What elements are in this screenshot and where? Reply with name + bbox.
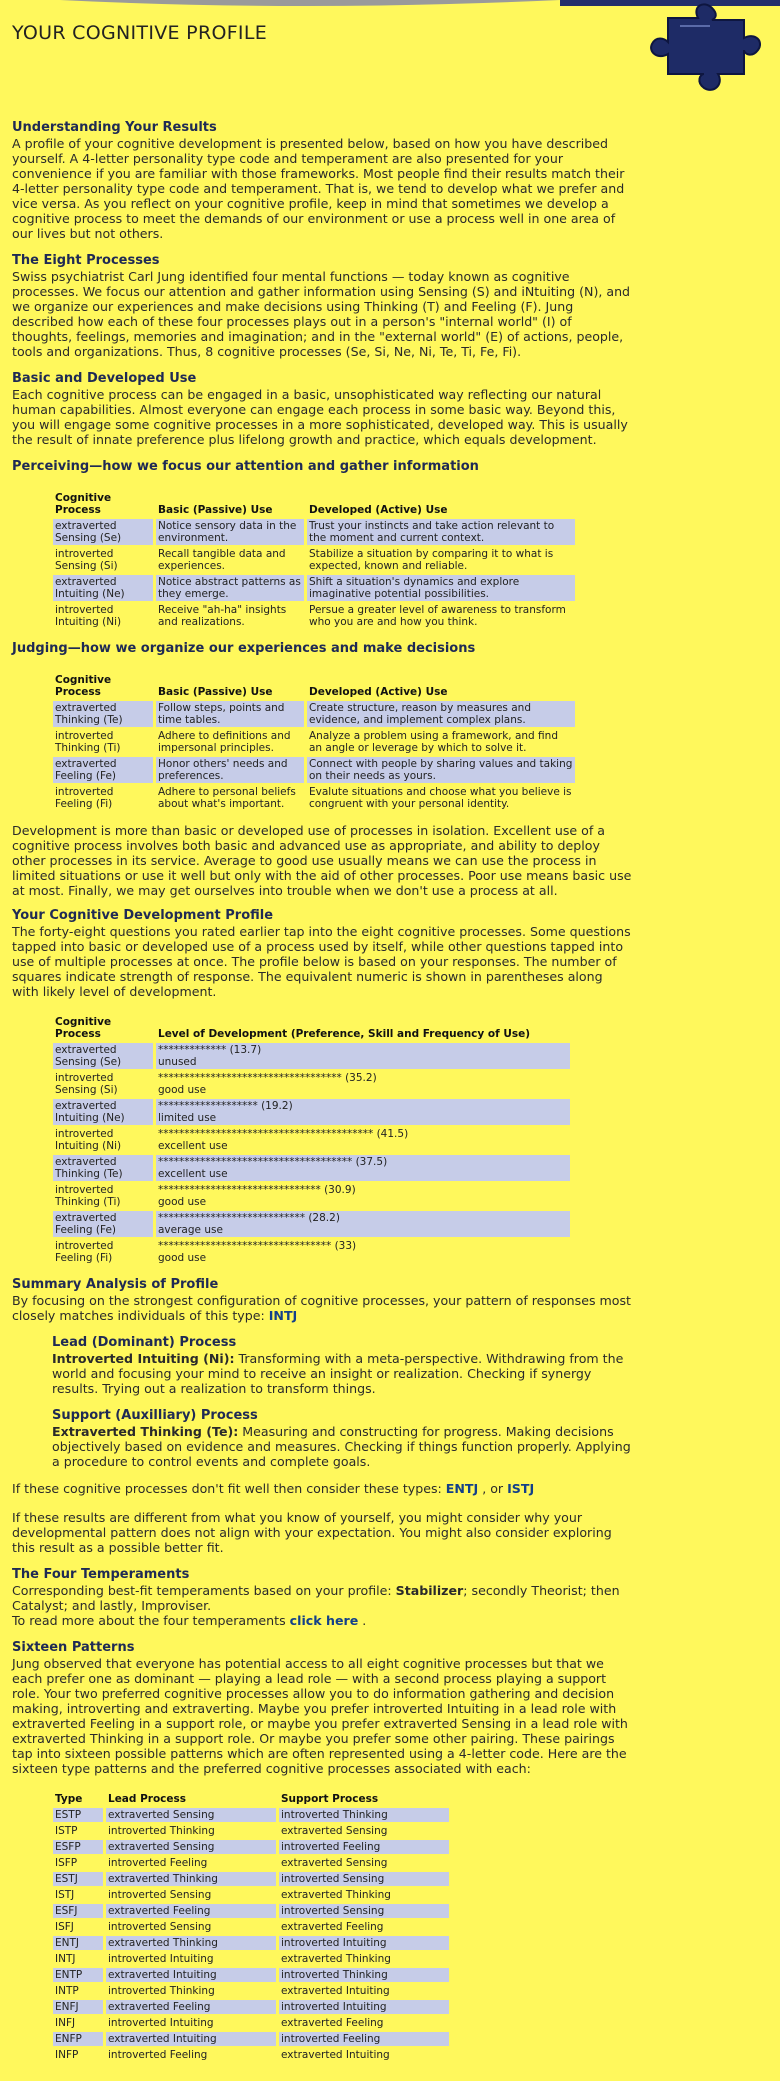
strength-bar: ********************************* (33) [158,1240,357,1252]
level-cell [156,1183,570,1209]
support-process-block [52,1408,632,1469]
level-label: good use [158,1084,207,1096]
type-cell: INTJ [55,1953,76,1965]
level-label: excellent use [158,1140,228,1152]
support-process-name: Extraverted Thinking (Te): [52,1424,239,1439]
column-header: Developed (Active) Use [309,504,448,516]
table-cell: introverted Intuiting (Ni) [55,604,122,628]
lead-process-block [52,1335,632,1396]
table-row [53,1840,449,1854]
table-cell: Recall tangible data and experiences. [158,548,286,572]
development-text: Development is more than basic or developed use of processes in isolation. Excellent use of a cognitive process involves both basic and advanced use as appropriate, and ability to deploy other processes in its service. Average to good use usually means we can use the process in limited situations or use it well but only with the aid of other processes. Poor use means basic use at most. Finally, we may get ourselves into trouble when we don't use a process at all. [12,823,632,898]
table-cell: Adhere to definitions and impersonal principles. [158,730,291,754]
table-cell: Honor others' needs and preferences. [156,757,304,783]
table-row [53,2048,449,2062]
table-cell: Create structure, reason by measures and evidence, and implement complex plans. [307,701,575,727]
table-cell: Adhere to personal beliefs about what's important. [158,786,296,810]
type-cell: ISTJ [55,1889,75,1901]
level-label: limited use [158,1112,217,1124]
strength-bar: ************* (13.7) [158,1044,262,1056]
temperaments-more [12,1613,632,1628]
table-cell: Persue a greater level of awareness to transform who you are and how you think. [309,604,566,628]
table-row [53,1920,449,1934]
alternate-types-text [12,1481,632,1496]
table-row [53,575,575,601]
support-cell: introverted Thinking [279,1808,449,1822]
understanding-text: A profile of your cognitive development is presented below, based on how you have described yourself. A 4-letter personality type code and temperament are also presented for your convenience if you are familiar with those frameworks. Most people find their results match their 4-letter personality type code and temperament. That is, we tend to develop what we prefer and vice versa. As you reflect on your cognitive profile, keep in mind that sometimes we develop a cognitive process to meet the demands of our environment or use a process well in one area of our lives but not others. [12,136,625,241]
temperaments-more-suffix: . [358,1613,367,1628]
table-row [53,1872,449,1886]
lead-cell: extraverted Intuiting [106,1968,276,1982]
support-cell: introverted Intuiting [279,2000,449,2014]
level-label: average use [158,1224,223,1236]
support-cell: extraverted Thinking [281,1953,391,1965]
table-row [53,757,575,783]
process-cell: introverted Feeling (Fi) [55,1240,114,1264]
table-cell: extraverted Sensing (Se) [53,519,153,545]
lead-cell: extraverted Sensing [106,1840,276,1854]
table-cell: introverted Thinking (Ti) [55,730,121,754]
click-here-link[interactable]: click here [289,1613,359,1628]
strength-bar: ******************* (19.2) [158,1100,293,1112]
type-cell: ENTP [53,1968,103,1982]
process-cell: extraverted Feeling (Fe) [53,1211,153,1237]
column-header: Basic (Passive) Use [158,504,273,516]
summary-body: By focusing on the strongest configuration of cognitive processes, your pattern of responses most closely matches individuals of this type: [12,1293,631,1323]
support-cell: introverted Thinking [279,1968,449,1982]
summary-section [12,1277,632,1323]
temperaments-heading: The Four Temperaments [12,1567,190,1582]
table-row [53,1043,570,1069]
lead-cell: extraverted Feeling [106,1904,276,1918]
table-row [53,547,575,573]
table-cell: extraverted Feeling (Fe) [53,757,153,783]
understanding-section [12,120,632,241]
table-cell: introverted Sensing (Si) [55,548,118,572]
level-cell [156,1071,570,1097]
process-cell: extraverted Thinking (Te) [53,1155,153,1181]
sixteen-section [12,1640,632,1776]
type-cell: INFP [55,2049,79,2061]
summary-heading: Summary Analysis of Profile [12,1277,219,1292]
column-header: Cognitive Process [55,1016,112,1040]
sixteen-heading: Sixteen Patterns [12,1640,135,1655]
table-row [53,1856,449,1870]
support-cell: extraverted Thinking [281,1889,391,1901]
level-cell [156,1099,570,1125]
column-header: Support Process [281,1793,379,1805]
sixteen-text: Jung observed that everyone has potential access to all eight cognitive processes but that we each prefer one as dominant — playing a lead role — with a second process playing a support role. Your two preferred cognitive processes allow you to do information gathering and decision making, introverting and extraverting. Maybe you prefer introverted Intuiting in a lead role with extraverted Feeling in a support role, or maybe you prefer extraverted Sensing in a lead role with extraverted Thinking in a support role. Or maybe you prefer some other pairing. These pairings tap into sixteen possible patterns which are often represented using a 4-letter code. Here are the sixteen type patterns and the preferred cognitive processes associated with each: [12,1656,628,1776]
table-row [53,603,575,629]
eight-processes-section [12,253,632,359]
lead-cell: introverted Sensing [108,1921,212,1933]
table-cell: Notice abstract patterns as they emerge. [156,575,304,601]
process-cell: introverted Thinking (Ti) [55,1184,121,1208]
column-header: Basic (Passive) Use [158,686,273,698]
table-row [53,1071,570,1097]
table-cell: Notice sensory data in the environment. [156,519,304,545]
table-row [53,1888,449,1902]
lead-cell: extraverted Intuiting [106,2032,276,2046]
level-cell [156,1043,570,1069]
column-header: Type [55,1793,83,1805]
lead-process-name: Introverted Intuiting (Ni): [52,1351,235,1366]
temperament-primary: Stabilizer [395,1583,464,1598]
table-cell: Receive "ah-ha" insights and realizations. [158,604,287,628]
lead-cell: extraverted Thinking [106,1872,276,1886]
level-cell [156,1239,570,1265]
table-row [53,1808,449,1822]
lead-cell: introverted Intuiting [108,1953,214,1965]
lead-description: Transforming with a meta-perspective. Withdrawing from the world and focusing your mind to receive an insight or realization. Checking if synergy results. Trying out a realization to transform things. [52,1351,624,1396]
level-label: unused [158,1056,197,1068]
support-cell: extraverted Feeling [281,2017,384,2029]
alternate-types-prefix: If these cognitive processes don't fit well then consider these types: [12,1481,446,1496]
support-text [52,1424,632,1469]
table-row [53,701,575,727]
support-description: Measuring and constructing for progress. Making decisions objectively based on evidence and measures. Checking if things function properly. Applying a procedure to control events and complete goals. [52,1424,631,1469]
type-patterns-table [50,1790,452,2064]
level-cell [156,1127,570,1153]
type-cell: INFJ [55,2017,76,2029]
lead-cell: extraverted Thinking [106,1936,276,1950]
basic-developed-section [12,371,632,447]
support-cell: introverted Feeling [279,1840,449,1854]
table-row [53,1211,570,1237]
table-cell: extraverted Thinking (Te) [53,701,153,727]
alternate-types-separator: , or [478,1481,508,1496]
table-cell: introverted Feeling (Fi) [55,786,114,810]
type-cell: INTP [55,1985,79,1997]
eight-processes-text: Swiss psychiatrist Carl Jung identified four mental functions — today known as cognitive processes. We focus our attention and gather information using Sensing (S) and iNtuiting (N), and we organize our experiences and make decisions using Thinking (T) and Feeling (F). Jung described how each of these four processes plays out in a person's "internal world" (I) of thoughts, feelings, memories and imagination; and in the "external world" (E) of actions, people, tools and organizations. Thus, 8 cognitive processes (Se, Si, Ne, Ni, Te, Ti, Fe, Fi). [12,269,631,359]
support-cell: extraverted Intuiting [281,1985,390,1997]
table-header-row [53,491,575,517]
strength-bar: ******************************* (30.9) [158,1184,356,1196]
temperaments-prefix: Corresponding best-fit temperaments based on your profile: [12,1583,396,1598]
type-cell: ISFJ [55,1921,74,1933]
lead-cell: extraverted Sensing [106,1808,276,1822]
lead-cell: introverted Intuiting [108,2017,214,2029]
support-cell: extraverted Sensing [281,1857,388,1869]
type-cell: ESFJ [53,1904,103,1918]
perceiving-table [50,489,578,631]
temperaments-more-prefix: To read more about the four temperaments [12,1613,290,1628]
table-row [53,729,575,755]
table-row [53,1936,449,1950]
profile-section [12,908,632,999]
table-cell: Connect with people by sharing values and taking on their needs as yours. [307,757,575,783]
strength-bar: **************************** (28.2) [158,1212,340,1224]
support-cell: introverted Feeling [279,2032,449,2046]
table-row [53,1968,449,1982]
judging-table [50,671,578,813]
table-row [53,2000,449,2014]
table-cell: Trust your instincts and take action relevant to the moment and current context. [307,519,575,545]
perceiving-heading: Perceiving—how we focus our attention and gather information [12,459,479,474]
table-row [53,519,575,545]
alternate-explanation-text: If these results are different from what you know of yourself, you might consider why your developmental pattern does not align with your expectation. You might also consider exploring this result as a possible better fit. [12,1510,612,1555]
profile-text: The forty-eight questions you rated earlier tap into the eight cognitive processes. Some questions tapped into basic or developed use of a process used by itself, while other questions tapped into use of multiple processes at once. The profile below is based on your responses. The number of squares indicate strength of response. The equivalent numeric is shown in parentheses along with likely level of development. [12,924,631,999]
type-cell: ISTP [55,1825,78,1837]
level-label: excellent use [158,1168,228,1180]
profile-table [50,1013,573,1267]
type-cell: ENFP [53,2032,103,2046]
table-cell: Evalute situations and choose what you believe is congruent with your personal identity. [309,786,572,810]
level-label: good use [158,1196,207,1208]
lead-cell: introverted Thinking [108,1985,215,1997]
table-row [53,2016,449,2030]
lead-text [52,1351,632,1396]
strength-bar: *********************************** (35.2) [158,1072,377,1084]
table-row [53,1984,449,1998]
level-cell [156,1155,570,1181]
table-row [53,1904,449,1918]
basic-developed-text: Each cognitive process can be engaged in a basic, unsophisticated way reflecting our natural human capabilities. Almost everyone can engage each process in some basic way. Beyond this, you will engage some cognitive processes in a more sophisticated, developed way. This is usually the result of innate preference plus lifelong growth and practice, which equals development. [12,387,628,447]
table-row [53,1127,570,1153]
process-cell: extraverted Sensing (Se) [53,1043,153,1069]
table-row [53,1183,570,1209]
table-row [53,1155,570,1181]
strength-bar: ***************************************** (41.5) [158,1128,409,1140]
summary-text [12,1293,632,1323]
lead-heading: Lead (Dominant) Process [52,1335,237,1350]
support-cell: introverted Sensing [279,1904,449,1918]
lead-cell: introverted Feeling [108,2049,208,2061]
page-title: YOUR COGNITIVE PROFILE [12,22,268,44]
support-heading: Support (Auxilliary) Process [52,1408,258,1423]
table-row [53,1239,570,1265]
main-content [12,120,632,2074]
support-cell: introverted Intuiting [279,1936,449,1950]
column-header: Cognitive Process [55,492,112,516]
type-cell: ESTJ [53,1872,103,1886]
column-header: Cognitive Process [55,674,112,698]
lead-cell: extraverted Feeling [106,2000,276,2014]
support-cell: introverted Sensing [279,1872,449,1886]
type-link-istj[interactable]: ISTJ [507,1481,535,1496]
table-header-row [53,1792,449,1806]
table-cell: Shift a situation's dynamics and explore imaginative potential possibilities. [307,575,575,601]
type-cell: ENFJ [53,2000,103,2014]
table-row [53,1824,449,1838]
level-cell [156,1211,570,1237]
table-cell: Follow steps, points and time tables. [156,701,304,727]
table-row [53,1099,570,1125]
process-cell: introverted Sensing (Si) [55,1072,118,1096]
table-cell: Analyze a problem using a framework, and find an angle or leverage by which to solve it. [309,730,558,754]
profile-heading: Your Cognitive Development Profile [12,908,274,923]
column-header: Lead Process [108,1793,187,1805]
temperaments-section [12,1567,632,1628]
process-cell: introverted Intuiting (Ni) [55,1128,122,1152]
table-row [53,2032,449,2046]
support-cell: extraverted Intuiting [281,2049,390,2061]
lead-cell: introverted Feeling [108,1857,208,1869]
type-link-entj[interactable]: ENTJ [445,1481,479,1496]
temperaments-suffix: ; secondly Theorist; then Catalyst; and lastly, Improviser. [12,1583,620,1613]
understanding-heading: Understanding Your Results [12,120,217,135]
basic-developed-heading: Basic and Developed Use [12,371,197,386]
type-cell: ENTJ [53,1936,103,1950]
eight-processes-heading: The Eight Processes [12,253,160,268]
strength-bar: ************************************* (37.5) [158,1156,388,1168]
table-cell: extraverted Intuiting (Ne) [53,575,153,601]
table-header-row [53,673,575,699]
judging-heading: Judging—how we organize our experiences and make decisions [12,641,476,656]
column-header: Developed (Active) Use [309,686,448,698]
puzzle-piece-icon [624,0,774,96]
process-cell: extraverted Intuiting (Ne) [53,1099,153,1125]
table-header-row [53,1015,570,1041]
support-cell: extraverted Sensing [281,1825,388,1837]
type-cell: ISFP [55,1857,78,1869]
table-row [53,1952,449,1966]
type-cell: ESTP [53,1808,103,1822]
temperaments-text [12,1583,632,1613]
type-link-intj[interactable]: INTJ [268,1308,298,1323]
level-label: good use [158,1252,207,1264]
support-cell: extraverted Feeling [281,1921,384,1933]
column-header: Level of Development (Preference, Skill and Frequency of Use) [158,1028,531,1040]
lead-cell: introverted Thinking [108,1825,215,1837]
table-cell: Stabilize a situation by comparing it to what is expected, known and reliable. [309,548,554,572]
table-row [53,785,575,811]
type-cell: ESFP [53,1840,103,1854]
lead-cell: introverted Sensing [108,1889,212,1901]
